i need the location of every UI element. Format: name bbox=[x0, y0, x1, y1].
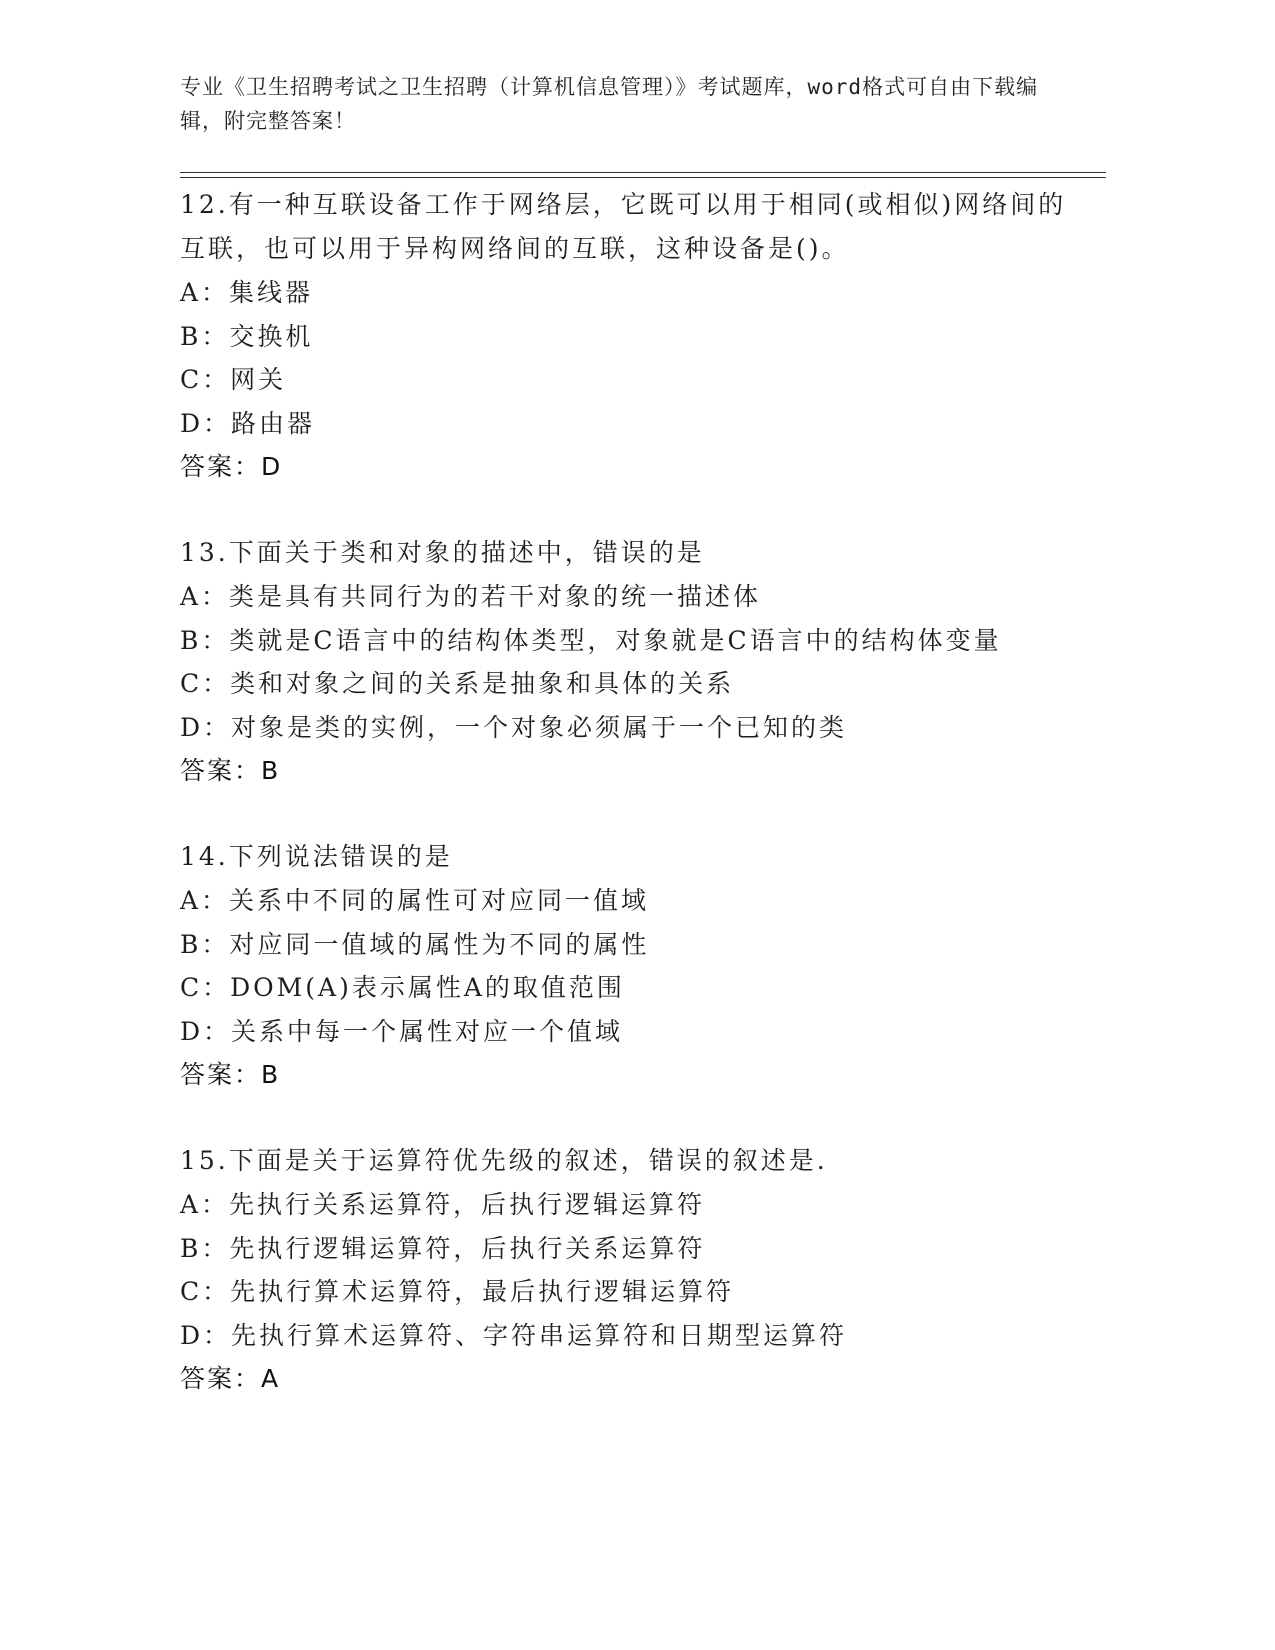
option-a: A：关系中不同的属性可对应同一值域 bbox=[180, 886, 650, 915]
option-b: B：先执行逻辑运算符，后执行关系运算符 bbox=[180, 1233, 706, 1263]
document-header: 专业《卫生招聘考试之卫生招聘（计算机信息管理）》考试题库，word格式可自由下载编辑，附完整答案！ bbox=[180, 75, 1039, 133]
header-divider-top bbox=[180, 172, 1106, 173]
question-spacer bbox=[180, 489, 1080, 531]
question-12 bbox=[180, 183, 1080, 489]
option-c: C：网关 bbox=[180, 365, 287, 394]
option-c: C：DOM(A)表示属性A的取值范围 bbox=[180, 973, 625, 1002]
option-b: B：对应同一值域的属性为不同的属性 bbox=[180, 929, 650, 959]
option-c: C：先执行算术运算符，最后执行逻辑运算符 bbox=[180, 1277, 735, 1306]
question-stem: 15.下面是关于运算符优先级的叙述，错误的叙述是. bbox=[180, 1146, 828, 1175]
option-a: A：集线器 bbox=[180, 278, 314, 307]
question-15 bbox=[180, 1139, 1080, 1401]
header-divider-bottom bbox=[180, 177, 1106, 178]
question-spacer bbox=[180, 793, 1080, 835]
option-a: A：先执行关系运算符，后执行逻辑运算符 bbox=[180, 1190, 706, 1219]
question-13 bbox=[180, 531, 1080, 793]
option-d: D：对象是类的实例，一个对象必须属于一个已知的类 bbox=[180, 712, 848, 742]
question-spacer bbox=[180, 1097, 1080, 1139]
answer-line: 答案：B bbox=[180, 1060, 281, 1089]
option-d: D：路由器 bbox=[180, 408, 316, 438]
option-d: D：先执行算术运算符、字符串运算符和日期型运算符 bbox=[180, 1320, 848, 1350]
option-b: B：类就是C语言中的结构体类型，对象就是C语言中的结构体变量 bbox=[180, 625, 1002, 655]
option-a: A：类是具有共同行为的若干对象的统一描述体 bbox=[180, 582, 762, 611]
question-stem: 12.有一种互联设备工作于网络层，它既可以用于相同(或相似)网络间的互联，也可以用于异构网络间的互联，这种设备是()。 bbox=[180, 190, 1067, 263]
answer-line: 答案：D bbox=[180, 452, 283, 481]
question-stem: 13.下面关于类和对象的描述中，错误的是 bbox=[180, 538, 705, 567]
answer-line: 答案：B bbox=[180, 756, 281, 785]
answer-line: 答案：A bbox=[180, 1364, 281, 1393]
option-c: C：类和对象之间的关系是抽象和具体的关系 bbox=[180, 669, 735, 698]
question-14 bbox=[180, 835, 1080, 1097]
question-stem: 14.下列说法错误的是 bbox=[180, 842, 453, 871]
option-d: D：关系中每一个属性对应一个值域 bbox=[180, 1016, 624, 1046]
question-list bbox=[180, 183, 1080, 1401]
option-b: B：交换机 bbox=[180, 321, 314, 351]
